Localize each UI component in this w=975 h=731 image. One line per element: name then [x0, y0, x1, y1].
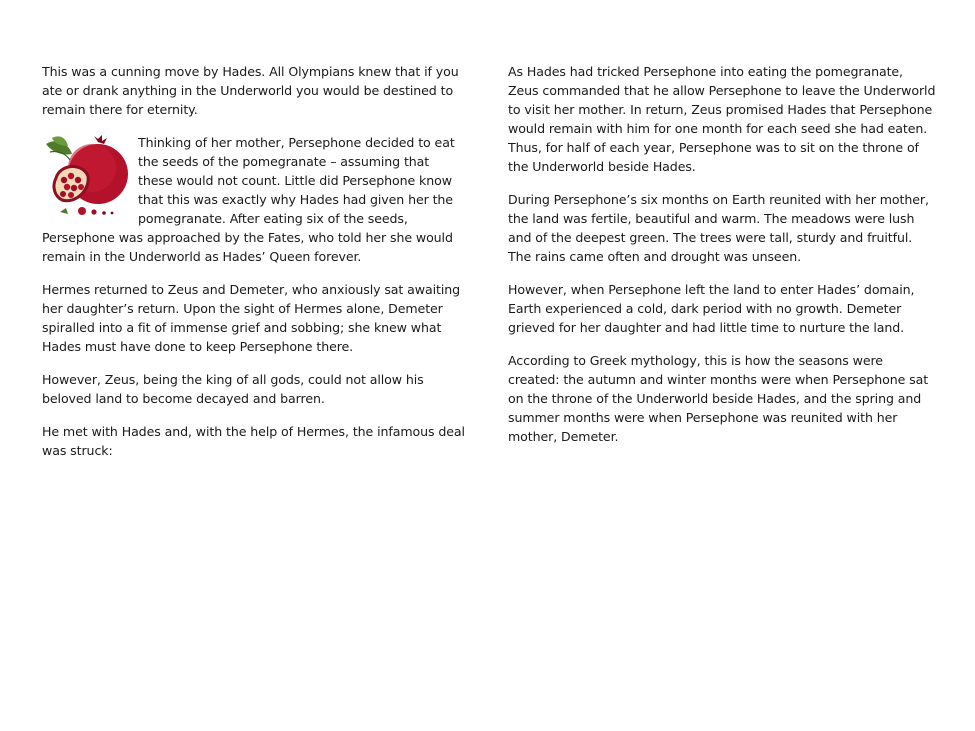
- paragraph-six-months-earth: During Persephone’s six months on Earth reunited with her mother, the land was fertile, beautiful and warm. The meadows were lush and of the deepest green. The trees were tall, sturdy and fruitful. The rains came often and drought was unseen.: [508, 192, 929, 265]
- paragraph-thinking-of-mother: Thinking of her mother, Persephone decided to eat the seeds of the pomegranate – assuming that these would not count. Little did Persephone know that this was exactly why Hades had given her the pomegranate. After eating six of the seeds, Persephone was approached by the Fates, who told her she would remain in the Underworld as Hades’ Queen forever.: [42, 134, 455, 265]
- paragraph-hades-domain: However, when Persephone left the land to enter Hades’ domain, Earth experienced a cold, dark period with no growth. Demeter grieved for her daughter and had little time to nurture the land.: [508, 281, 915, 336]
- left-column: [42, 62, 466, 473]
- paragraph-zeus-commanded: As Hades had tricked Persephone into eating the pomegranate, Zeus commanded that he allow Persephone to leave the Underworld to visit her mother. In return, Zeus promised Hades that Persephone would remain with him for one month for each seed she had eaten. Thus, for half of each year, Persephone was to sit on the throne of the Underworld beside Hades.: [508, 64, 936, 175]
- right-column: [508, 62, 936, 460]
- paragraph-hermes-returned: Hermes returned to Zeus and Demeter, who anxiously sat awaiting her daughter’s return. Upon the sight of Hermes alone, Demeter spiralled into a fit of immense grief and sobbing; she knew what Hades must have done to keep Persephone there.: [42, 281, 461, 355]
- paragraph-seasons-created: According to Greek mythology, this is how the seasons were created: the autumn and winter months were when Persephone sat on the throne of the Underworld beside Hades, and the spring and summer months were when Persephone was reunited with her mother, Demeter.: [508, 352, 929, 445]
- paragraph-cunning-move: This was a cunning move by Hades. All Olympians knew that if you ate or drank anything in the Underworld you would be destined to remain there for eternity.: [42, 64, 459, 118]
- pomegranate-icon: [42, 134, 132, 220]
- paragraph-deal-struck: He met with Hades and, with the help of Hermes, the infamous deal was struck:: [42, 423, 465, 458]
- paragraph-zeus-king: However, Zeus, being the king of all gods, could not allow his beloved land to become decayed and barren.: [42, 371, 424, 406]
